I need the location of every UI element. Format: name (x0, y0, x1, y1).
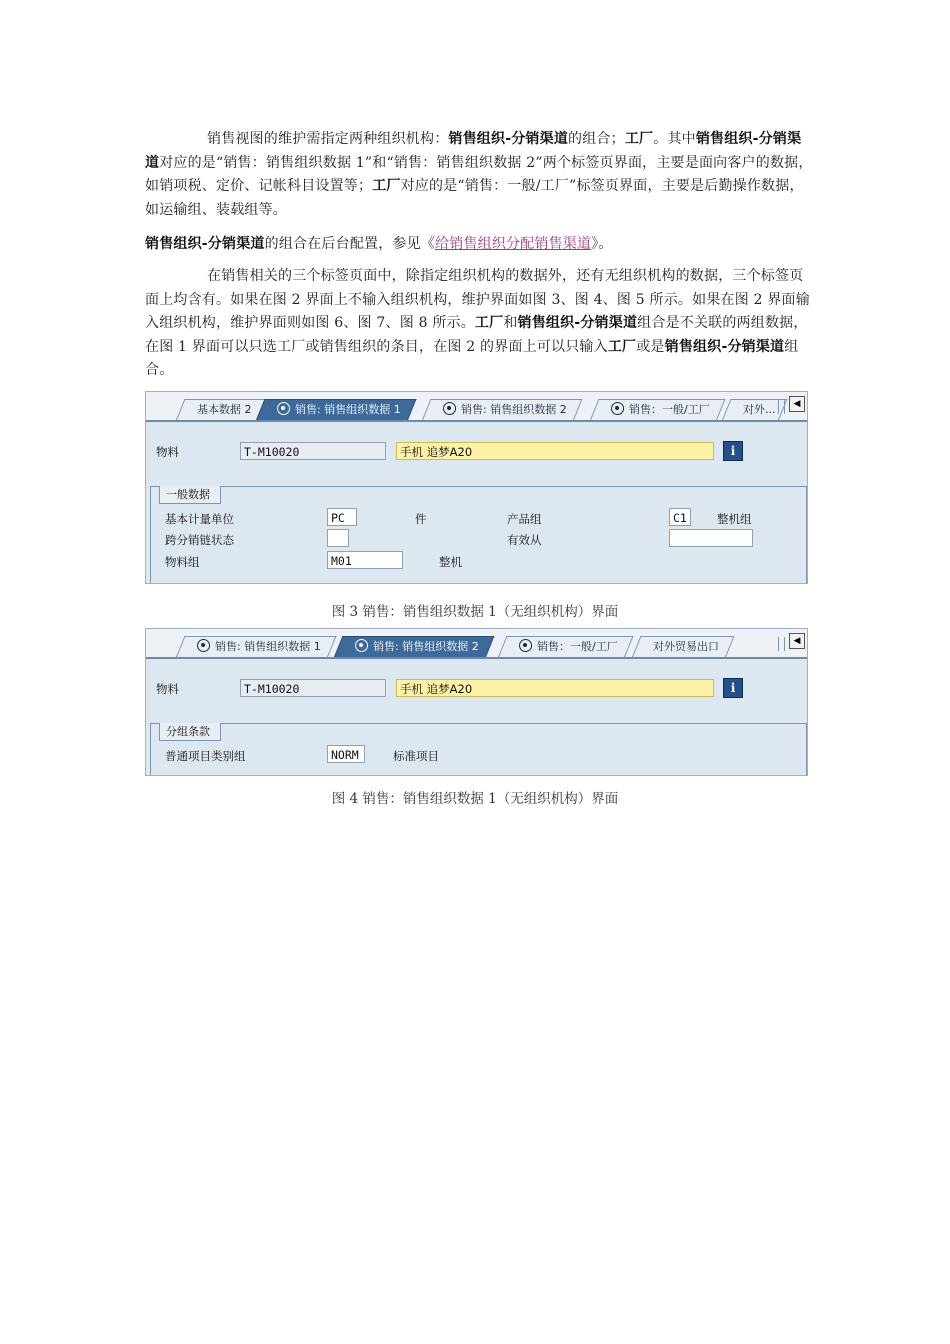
figure-caption-3: 图 3 销售：销售组织数据 1（无组织机构）界面 (331, 604, 619, 620)
text: 的组合在后台配置，参见《 (264, 236, 436, 252)
info-icon[interactable]: i (723, 678, 743, 698)
bold-term: 销售组织-分销渠道 (145, 236, 265, 252)
material-group-text: 整机 (439, 555, 462, 569)
bold-term: 销售组织-分销渠道 (145, 131, 802, 171)
tab-sales-org-2[interactable]: 销售: 销售组织数据 2 (422, 399, 582, 420)
tab-sales-org-1[interactable]: 销售: 销售组织数据 1 (256, 399, 416, 420)
item-category-group-text: 标准项目 (393, 749, 439, 763)
tab-foreign-trade-export[interactable]: 对外贸易出口 (632, 636, 734, 657)
material-field[interactable]: T-M10020 (240, 679, 386, 697)
tab-status-icon (355, 639, 368, 652)
tab-strip (146, 392, 807, 422)
item-category-group-field[interactable]: NORM (327, 745, 365, 763)
group-title: 分组条款 (159, 723, 221, 741)
tab-strip (146, 629, 807, 659)
tab-sales-general-plant[interactable]: 销售：一般/工厂 (590, 399, 725, 420)
tab-basic-data-2[interactable]: 基本数据 2 (176, 399, 267, 420)
figure-caption-4: 图 4 销售：销售组织数据 1（无组织机构）界面 (331, 791, 619, 807)
tab-separator (778, 637, 785, 651)
tab-separator (778, 400, 785, 414)
material-field[interactable]: T-M10020 (240, 442, 386, 460)
tab-status-icon (519, 639, 532, 652)
division-label: 产品组 (507, 512, 542, 526)
tab-foreign-trade[interactable]: 对外... (722, 399, 787, 420)
bold-term: 工厂 (607, 338, 637, 355)
material-description-field[interactable]: 手机 追梦A20 (396, 679, 714, 697)
group-title: 一般数据 (159, 486, 221, 504)
base-uom-field[interactable]: PC (327, 508, 357, 526)
division-text: 整机组 (717, 512, 752, 526)
bold-term: 销售组织-分销渠道 (517, 315, 638, 331)
text: 组合。 (145, 338, 799, 378)
paragraph-2 (145, 233, 815, 257)
bold-term: 工厂 (372, 178, 401, 194)
tab-status-icon (611, 402, 624, 415)
bold-term: 工厂 (474, 315, 504, 331)
division-field[interactable]: C1 (669, 508, 691, 526)
text: 销售视图的维护需指定两种组织机构： (207, 131, 449, 147)
bold-term: 销售组织-分销渠道 (664, 338, 785, 355)
valid-from-label: 有效从 (507, 533, 542, 547)
base-uom-text: 件 (415, 512, 427, 526)
paragraph-3 (145, 265, 815, 383)
text: 》。 (591, 236, 613, 252)
general-data-group (150, 486, 807, 584)
bold-term: 工厂 (624, 131, 654, 147)
info-icon[interactable]: i (723, 441, 743, 461)
text: 对应的是“销售：销售组织数据 1”和“销售：销售组织数据 2”两个标签页界面，主要是面向客户的数据，如销项税、定价、记帐科目设置等； (145, 154, 813, 194)
material-group-field[interactable]: M01 (327, 551, 403, 569)
text: 在销售相关的三个标签页面中，除指定组织机构的数据外，还有无组织机构的数据，三个标签页面上均含有。如果在图 2 界面上不输入组织机构，维护界面如图 3、图 4、图 5 所示。如果在图 2 界面输入组织机构，维护界面则如图 6、图 7、图 8 所示。 (145, 268, 810, 331)
material-label: 物料 (156, 445, 179, 459)
text: 对应的是“销售：一般/工厂”标签页界面，主要是后勤操作数据，如运输组、装载组等。 (145, 178, 804, 218)
text: 和 (503, 315, 518, 331)
material-description-field[interactable]: 手机 追梦A20 (396, 442, 714, 460)
scroll-left-icon[interactable]: ◀ (789, 633, 805, 649)
text: 组合是不关联的两组数据，在图 1 界面可以只选工厂或销售组织的条目，在图 2 的界面上可以只输入 (145, 315, 808, 355)
tab-status-icon (443, 402, 456, 415)
config-link[interactable]: 给销售组织分配销售渠道 (435, 236, 592, 252)
paragraph-1 (145, 128, 815, 222)
material-label: 物料 (156, 682, 179, 696)
scroll-left-icon[interactable]: ◀ (789, 396, 805, 412)
cross-chain-status-label: 跨分销链状态 (165, 533, 234, 547)
tab-sales-org-1[interactable]: 销售: 销售组织数据 1 (176, 636, 336, 657)
tab-sales-general-plant[interactable]: 销售：一般/工厂 (498, 636, 633, 657)
base-uom-label: 基本计量单位 (165, 512, 234, 526)
tab-sales-org-2[interactable]: 销售: 销售组织数据 2 (334, 636, 494, 657)
text: 。其中 (653, 131, 696, 147)
bold-term: 销售组织-分销渠道 (448, 131, 569, 147)
material-group-label: 物料组 (165, 555, 200, 569)
valid-from-field[interactable] (669, 529, 753, 547)
text: 或是 (636, 338, 665, 355)
cross-chain-status-field[interactable] (327, 529, 349, 547)
grouping-terms-group (150, 723, 807, 776)
item-category-group-label: 普通项目类别组 (165, 749, 246, 763)
sap-screen-sales-org-1 (145, 391, 808, 584)
sap-screen-sales-org-2 (145, 628, 808, 776)
text: 的组合； (568, 131, 625, 147)
tab-status-icon (197, 639, 210, 652)
tab-status-icon (277, 402, 290, 415)
